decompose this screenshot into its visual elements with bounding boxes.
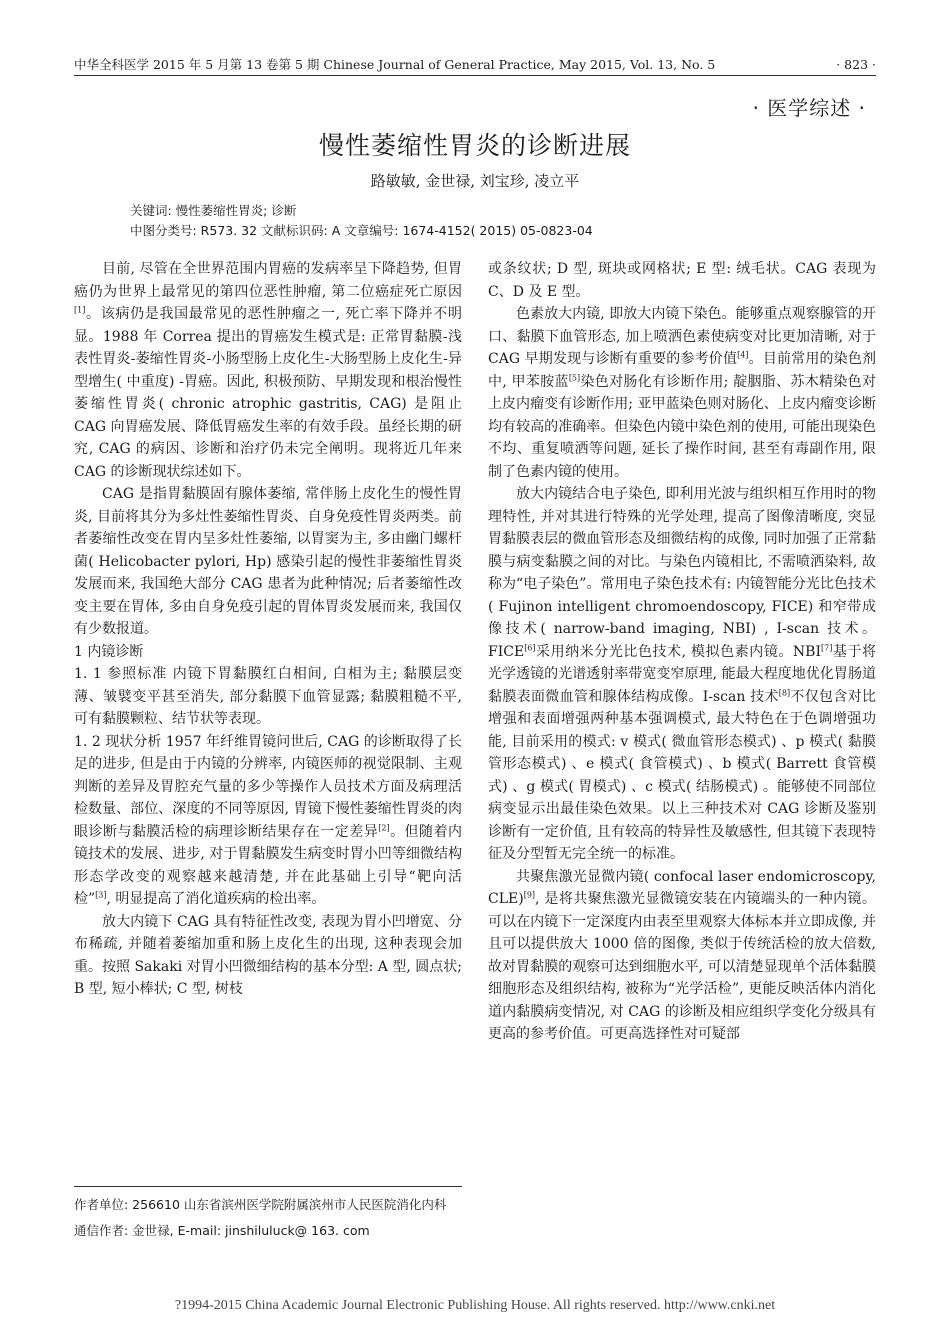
section-label: · 医学综述 · — [752, 96, 866, 120]
running-head — [74, 55, 876, 76]
subsection-1-1: 1. 1 参照标准 内镜下胃黏膜红白相间, 白相为主; 黏膜层变薄、皱襞变平甚至消失, 部分黏膜下血管显露; 黏膜粗糙不平, 可有黏膜颗粒、结节状等表现。 — [74, 666, 462, 727]
paragraph: 或条纹状; D 型, 斑块或网格状; E 型: 绒毛状。CAG 表现为 C、D 及 E 型。 — [488, 261, 876, 300]
citation-ref: [5] — [568, 372, 581, 382]
copyright-notice: ?1994-2015 China Academic Journal Electronic Publishing House. All rights reserved. http://www.cnki.net — [174, 1298, 776, 1313]
article-title: 慢性萎缩性胃炎的诊断进展 — [318, 131, 631, 160]
paragraph: 放大内镜结合电子染色, 即利用光波与组织相互作用时的物理特性, 并对其进行特殊的光学处理, 提高了图像清晰度, 突显胃黏膜表层的微血管形态及细微结构的成像, 同时加强了正常黏膜与病变黏膜之间的对比。与染色内镜相比, 不需喷洒染料, 故称为“电子染色”。常用电子染色技术有: 内镜智能分光比色技术( Fujinon intelligent chromoendoscopy, FICE) 和窄带成像技术( narrow-band imaging, NBI) , I-scan 技术。FICE[6]采用纳米分光比色技术, 模拟色素内镜。NBI[7]基于将光学透镜的光谱透射率带宽变窄原理, 能最大程度地优化胃肠道黏膜表面微血管和腺体结构成像。I-scan 技术[8]不仅包含对比增强和表面增强两种基本强调模式, 最大特色在于色调增强功能, 目前采用的模式: v 模式( 微血管形态模式) 、p 模式( 黏膜管形态模式) 、e 模式( 食管模式) 、b 模式( Barrett 食管模式) 、g 模式( 胃模式) 、c 模式( 结肠模式) 。能够使不同部位病变显示出最佳染色效果。以上三种技术对 CAG 诊断及鉴别诊断有一定价值, 且有较高的特异性及敏感性, 但其镜下表现特征及分型暂无完全统一的标准。 — [488, 486, 877, 862]
citation-ref: [9] — [523, 890, 536, 900]
citation-ref: [8] — [778, 687, 791, 697]
paragraph: CAG 是指胃黏膜固有腺体萎缩, 常伴肠上皮化生的慢性胃炎, 目前将其分为多灶性萎缩性胃炎、自身免疫性胃炎两类。前者萎缩性改变在胃内呈多灶性萎缩, 以胃窦为主, 多由幽门螺杆菌( Helicobacter pylori, Hp) 感染引起的慢性非萎缩性胃炎发展而来, 我国绝大部分 CAG 患者为此种情况; 后者萎缩性改变主要在胃体, 多由自身免疫引起的胃体胃炎发展而来, 我国仅有少数报道。 — [74, 486, 462, 637]
left-column — [74, 258, 462, 1001]
footnotes — [74, 1186, 462, 1241]
citation-ref: [6] — [524, 642, 536, 652]
citation-ref: [4] — [737, 350, 749, 360]
right-column — [488, 258, 876, 1046]
paragraph: 共聚焦激光显微内镜( confocal laser endomicroscopy, CLE)[9], 是将共聚焦激光显微镜安装在内镜端头的一种内镜。可以在内镜下一定深度内由表至里观察大体标本并立即成像, 并且可以提供放大 1000 倍的图像, 类似于传统活检的放大倍数, 故对胃黏膜的观察可达到细胞水平, 可以清楚显现单个活体黏膜细胞形态及组织结构, 被称为“光学活检”, 更能反映活体内消化道内黏膜病变情况, 对 CAG 的诊断及相应组织学变化分级具有更高的参考价值。可更高选择性对可疑部 — [488, 868, 876, 1042]
subsection-1-2: 1. 2 现状分析 1957 年纤维胃镜问世后, CAG 的诊断取得了长足的进步, 但是由于内镜的分辨率, 内镜医师的视觉限制、主观判断的差异及胃腔充气量的多少等操作人员技术方面及病理活检数量、部位、深度的不同等原因, 胃镜下慢性萎缩性胃炎的肉眼诊断与黏膜活检的病理诊断结果存在一定差异[2]。但随着内镜技术的发展、进步, 对于胃黏膜发生病变时胃小凹等细微结构形态学改变的观察越来越清楚, 并在此基础上引导“靶向活检”[3], 明显提高了消化道疾病的检出率。 — [74, 733, 463, 907]
citation-ref: [2] — [378, 822, 390, 832]
journal-citation: 中华全科医学 2015 年 5 月第 13 卷第 5 期 Chinese Journal of General Practice, May 2015, Vol. 13, No. 5 — [74, 57, 716, 72]
paragraph: 目前, 尽管在全世界范围内胃癌的发病率呈下降趋势, 但胃癌仍为世界上最常见的第四位恶性肿瘤, 第二位癌症死亡原因[1]。该病仍是我国最常见的恶性肿瘤之一, 死亡率下降并不明显。1988 年 Correa 提出的胃癌发生模式是: 正常胃黏膜-浅表性胃炎-萎缩性胃炎-小肠型肠上皮化生-大肠型肠上皮化生-异型增生( 中重度) -胃癌。因此, 积极预防、早期发现和根治慢性萎缩性胃炎( chronic atrophic gastritis, CAG) 是阻止 CAG 向胃癌发展、降低胃癌发生率的有效手段。虽经长期的研究, CAG 的病因、诊断和治疗仍未完全阐明。现将近几年来 CAG 的诊断现状综述如下。 — [74, 261, 462, 480]
author-affiliation: 作者单位: 256610 山东省滨州医学院附属滨州市人民医院消化内科 — [74, 1197, 447, 1212]
page-number: · 823 · — [836, 57, 876, 72]
corresponding-author: 通信作者: 金世禄, E-mail: jinshiluluck@ 163. com — [74, 1223, 370, 1238]
authors: 路敏敏, 金世禄, 刘宝珍, 凌立平 — [370, 172, 580, 190]
citation-ref: [3] — [95, 890, 107, 900]
classification-line: 中图分类号: R573. 32 文献标识码: A 文章编号: 1674-4152( 2015) 05-0823-04 — [130, 223, 593, 238]
citation-ref: [7] — [821, 642, 833, 652]
keywords: 关键词: 慢性萎缩性胃炎; 诊断 — [130, 203, 297, 218]
citation-ref: [1] — [74, 305, 86, 315]
paragraph: 色素放大内镜, 即放大内镜下染色。能够重点观察腺管的开口、黏膜下血管形态, 加上喷洒色素使病变对比更加清晰, 对于 CAG 早期发现与诊断有重要的参考价值[4]。目前常用的染色剂中, 甲苯胺蓝[5]染色对肠化有诊断作用; 靛胭脂、苏木精染色对上皮内瘤变有诊断作用; 亚甲蓝染色则对肠化、上皮内瘤变诊断均有较高的准确率。但染色内镜中染色剂的使用, 可能出现染色不均、重复喷洒等问题, 延长了操作时间, 甚至有毒副作用, 限制了色素内镜的使用。 — [488, 306, 876, 480]
section-heading: 1 内镜诊断 — [74, 643, 144, 660]
paragraph: 放大内镜下 CAG 具有特征性改变, 表现为胃小凹增宽、分布稀疏, 并随着萎缩加重和肠上皮化生的出现, 这种表现会加重。按照 Sakaki 对胃小凹微细结构的基本分型: A 型, 圆点状; B 型, 短小棒状; C 型, 树枝 — [74, 913, 462, 997]
